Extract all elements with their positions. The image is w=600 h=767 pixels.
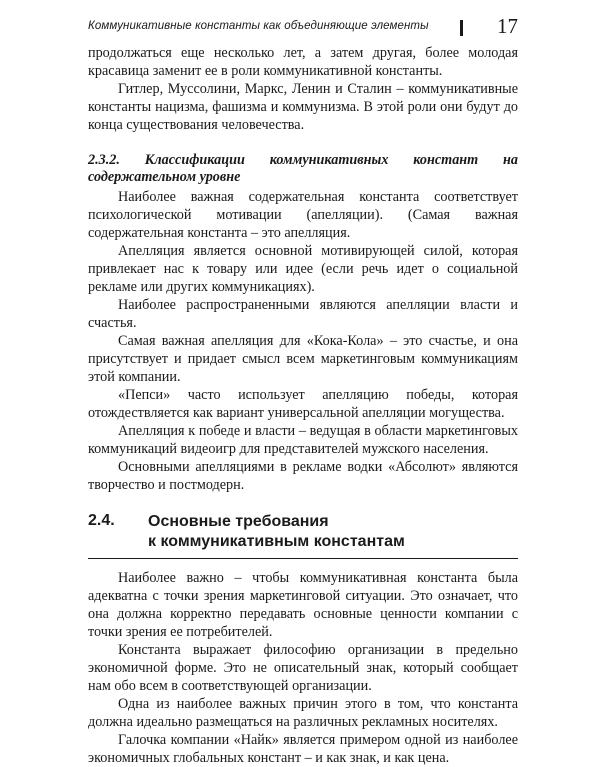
page-number: 17 <box>497 14 518 38</box>
subsection-paragraph: Самая важная апелляция для «Кока-Кола» – это счастье, и она присутствует и придает смысл всем маркетинговым коммуникациям этой компании. <box>88 333 518 385</box>
subsection-paragraph: Апелляция к победе и власти – ведущая в области маркетинговых коммуникаций видеоигр для представителей мужского населения. <box>88 423 518 457</box>
intro-paragraph: Гитлер, Муссолини, Маркс, Ленин и Сталин – коммуникативные константы нацизма, фашизма и коммунизма. В этой роли они будут до конца существования человечества. <box>88 81 518 133</box>
header-divider-bar <box>460 20 463 36</box>
subsection-paragraph: Основными апелляциями в рекламе водки «Абсолют» являются творчество и постмодерн. <box>88 459 518 493</box>
subsection-paragraph: Апелляция является основной мотивирующей силой, которая привлекает нас к товару или идее (если речь идет о социальной рекламе или других коммуникациях). <box>88 243 518 295</box>
section-paragraph: Константа выражает философию организации в предельно экономичной форме. Это не описательный знак, который сообщает нам обо всем в соответствующей организации. <box>88 642 518 694</box>
subsection-heading: 2.3.2. Классификации коммуникативных констант на содержательном уровне <box>88 152 518 185</box>
section-number: 2.4. <box>88 512 115 529</box>
book-page <box>88 0 518 766</box>
section-paragraph: Галочка компании «Найк» является примером одной из наиболее экономичных глобальных констант – и как знак, и как цена. <box>88 732 518 766</box>
intro-paragraph: продолжаться еще несколько лет, а затем другая, более молодая красавица заменит ее в роли коммуникативной константы. <box>88 45 518 79</box>
section-heading <box>88 508 518 559</box>
page-body <box>88 44 518 767</box>
subsection-paragraph: «Пепси» часто использует апелляцию победы, которая отождествляется как вариант универсальной апелляции могущества. <box>88 387 518 421</box>
section-paragraph: Наиболее важно – чтобы коммуникативная константа была адекватна с точки зрения маркетинговой ситуации. Это означает, что она должна корректно передавать основные ценности компании с точки зрения ее потребителей. <box>88 570 518 640</box>
subsection-paragraph: Наиболее распространенными являются апелляции власти и счастья. <box>88 297 518 331</box>
subsection-paragraph: Наиболее важная содержательная константа соответствует психологической мотивации (апелляции). (Самая важная содержательная константа – это апелляция. <box>88 189 518 241</box>
section-title: Основные требования к коммуникативным константам <box>148 513 405 550</box>
running-title: Коммуникативные константы как объединяющие элементы <box>88 20 429 32</box>
running-header <box>88 14 518 42</box>
section-paragraph: Одна из наиболее важных причин этого в том, что константа должна идеально размещаться на различных рекламных носителях. <box>88 696 518 730</box>
